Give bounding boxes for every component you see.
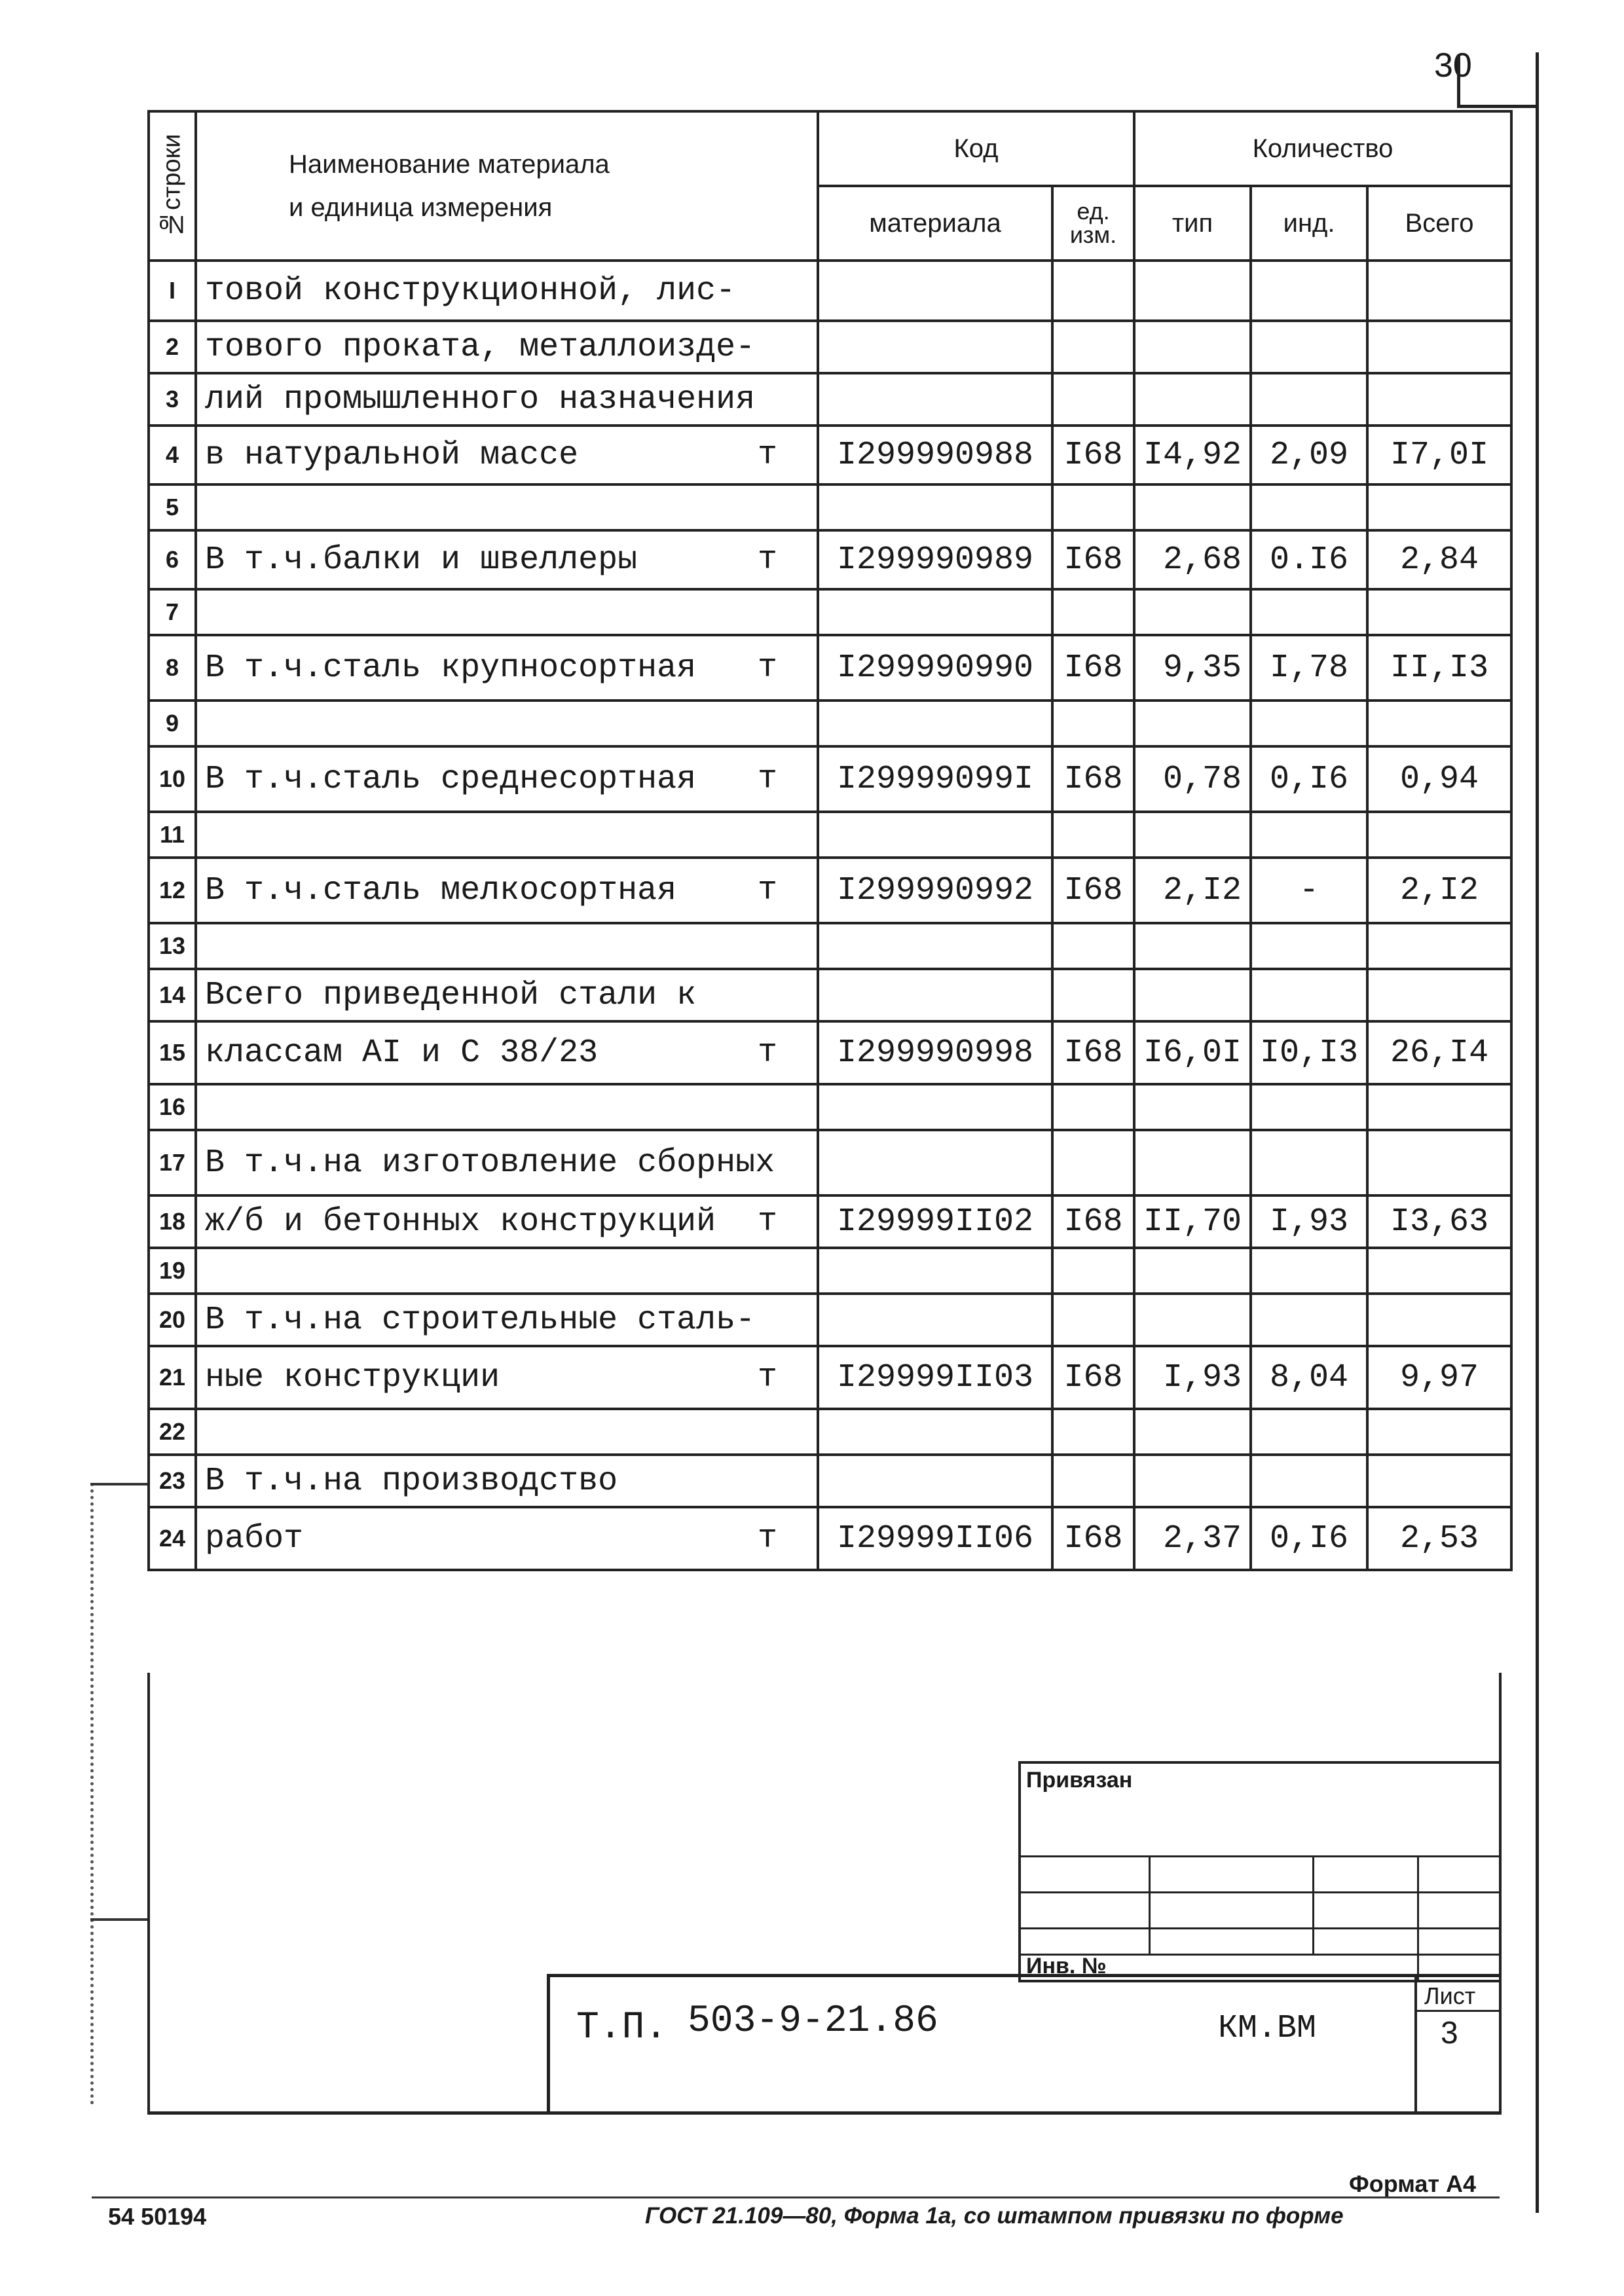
binding-margin-line	[90, 1483, 94, 2105]
qty-ind: I,78	[1251, 635, 1367, 701]
material-name-text: В т.ч.сталь среднесортная	[205, 760, 697, 798]
material-name-text: лий промышленного назначения	[205, 380, 756, 418]
project-prefix: Т.П.	[576, 2007, 668, 2049]
qty-type: 0,78	[1134, 746, 1251, 812]
material-name	[196, 1294, 818, 1346]
material-name	[196, 812, 818, 858]
row-number: 20	[149, 1294, 196, 1346]
material-code: I29999II02	[818, 1195, 1052, 1248]
binding-margin-tick	[90, 1918, 149, 1921]
project-number: 503-9-21.86	[688, 2000, 938, 2043]
material-name	[196, 1507, 818, 1570]
material-name-text: В т.ч.сталь крупносортная	[205, 649, 697, 687]
qty-type: 9,35	[1134, 635, 1251, 701]
row-number: 6	[149, 530, 196, 589]
row-number: 3	[149, 373, 196, 426]
material-name-text: В т.ч.на изготовление сборных	[205, 1144, 775, 1182]
material-code	[818, 1248, 1052, 1294]
row-number: 22	[149, 1409, 196, 1455]
qty-type: I6,0I	[1134, 1021, 1251, 1084]
qty-ind: 0,I6	[1251, 746, 1367, 812]
stamp-line	[1021, 1927, 1499, 1929]
row-number: 13	[149, 923, 196, 969]
sheet-line	[1414, 2010, 1500, 2012]
row-number: 19	[149, 1248, 196, 1294]
material-name-text: В т.ч.балки и швеллеры	[205, 541, 638, 579]
table-row	[149, 1346, 1511, 1409]
material-name-header	[196, 111, 818, 261]
unit-of-measure: т	[757, 436, 777, 474]
unit-of-measure: т	[757, 760, 777, 798]
material-code	[818, 923, 1052, 969]
table-row	[149, 969, 1511, 1021]
material-code: I299990990	[818, 635, 1052, 701]
qty-ind	[1251, 589, 1367, 635]
material-name-text: товой конструкционной, лис-	[205, 272, 736, 310]
unit-code	[1052, 1455, 1134, 1507]
qty-ind	[1251, 261, 1367, 321]
sheet-number: 3	[1441, 2016, 1458, 2050]
ind-header: инд.	[1251, 186, 1367, 261]
inventory-label: Инв. №	[1026, 1954, 1107, 1978]
qty-type	[1134, 1455, 1251, 1507]
qty-type: 2,I2	[1134, 858, 1251, 923]
table-row	[149, 1021, 1511, 1084]
material-name-header-line2: и единица измерения	[289, 193, 553, 222]
material-name	[196, 701, 818, 746]
material-name	[196, 969, 818, 1021]
material-name-header-line1: Наименование материала	[289, 150, 610, 179]
unit-of-measure: т	[757, 541, 777, 579]
qty-ind	[1251, 1130, 1367, 1195]
unit-code: I68	[1052, 858, 1134, 923]
type-header: тип	[1134, 186, 1251, 261]
table-row	[149, 426, 1511, 484]
unit-code: I68	[1052, 1507, 1134, 1570]
paper-format: Формат А4	[1349, 2170, 1477, 2197]
unit-header-line1: ед.	[1077, 198, 1110, 225]
footer-rule	[92, 2196, 1500, 2198]
material-code	[818, 701, 1052, 746]
unit-of-measure: т	[757, 1520, 777, 1558]
table-row	[149, 589, 1511, 635]
sheet-label: Лист	[1424, 1982, 1476, 2009]
unit-code	[1052, 589, 1134, 635]
material-name	[196, 1084, 818, 1130]
qty-ind	[1251, 373, 1367, 426]
stamp-line	[1021, 1855, 1499, 1857]
unit-code	[1052, 969, 1134, 1021]
table-row	[149, 1084, 1511, 1130]
qty-type: I4,92	[1134, 426, 1251, 484]
unit-code	[1052, 1248, 1134, 1294]
table-row	[149, 1294, 1511, 1346]
table-row	[149, 1455, 1511, 1507]
row-number: 5	[149, 484, 196, 530]
material-code	[818, 1409, 1052, 1455]
qty-ind: 2,09	[1251, 426, 1367, 484]
qty-ind: 0.I6	[1251, 530, 1367, 589]
material-name-text: В т.ч.сталь мелкосортная	[205, 871, 677, 909]
qty-type	[1134, 1294, 1251, 1346]
unit-header-line2: изм.	[1069, 221, 1117, 248]
material-spec-table	[147, 110, 1513, 1571]
qty-ind	[1251, 321, 1367, 373]
qty-total	[1367, 1455, 1511, 1507]
binding-stamp	[1018, 1761, 1499, 1982]
quantity-header: Количество	[1134, 111, 1511, 186]
qty-type	[1134, 812, 1251, 858]
material-name	[196, 1346, 818, 1409]
code-header: Код	[818, 111, 1134, 186]
qty-total: II,I3	[1367, 635, 1511, 701]
unit-code	[1052, 923, 1134, 969]
qty-type: 2,37	[1134, 1507, 1251, 1570]
table-row	[149, 373, 1511, 426]
row-number: 7	[149, 589, 196, 635]
qty-type: 2,68	[1134, 530, 1251, 589]
material-code	[818, 812, 1052, 858]
material-name-text: тового проката, металлоизде-	[205, 328, 756, 366]
qty-type	[1134, 969, 1251, 1021]
table-row	[149, 923, 1511, 969]
material-code-header: материала	[818, 186, 1052, 261]
material-name	[196, 426, 818, 484]
qty-ind	[1251, 1409, 1367, 1455]
unit-code: I68	[1052, 1346, 1134, 1409]
qty-ind	[1251, 812, 1367, 858]
qty-ind	[1251, 1248, 1367, 1294]
stamp-divider	[1312, 1855, 1314, 1954]
unit-code	[1052, 701, 1134, 746]
material-name-text: ные конструкции	[205, 1358, 500, 1396]
row-number: 17	[149, 1130, 196, 1195]
row-number-header: №строки	[149, 111, 196, 261]
qty-ind	[1251, 701, 1367, 746]
material-name	[196, 1455, 818, 1507]
qty-type: I,93	[1134, 1346, 1251, 1409]
row-number: 12	[149, 858, 196, 923]
row-number: 23	[149, 1455, 196, 1507]
material-code: I29999099I	[818, 746, 1052, 812]
material-name	[196, 858, 818, 923]
row-number: 2	[149, 321, 196, 373]
qty-total	[1367, 321, 1511, 373]
unit-code	[1052, 1409, 1134, 1455]
unit-of-measure: т	[757, 871, 777, 909]
unit-code: I68	[1052, 426, 1134, 484]
row-number: 15	[149, 1021, 196, 1084]
qty-type	[1134, 373, 1251, 426]
material-code	[818, 1294, 1052, 1346]
material-name	[196, 1021, 818, 1084]
unit-code: I68	[1052, 1021, 1134, 1084]
unit-code	[1052, 1130, 1134, 1195]
qty-total	[1367, 1084, 1511, 1130]
table-row	[149, 812, 1511, 858]
unit-code: I68	[1052, 1195, 1134, 1248]
unit-code: I68	[1052, 635, 1134, 701]
material-name-text: ж/б и бетонных конструкций	[205, 1203, 716, 1241]
qty-total: 2,84	[1367, 530, 1511, 589]
table-row	[149, 746, 1511, 812]
material-code: I29999II06	[818, 1507, 1052, 1570]
material-name	[196, 261, 818, 321]
material-code	[818, 969, 1052, 1021]
unit-of-measure: т	[757, 1203, 777, 1241]
table-row	[149, 858, 1511, 923]
material-name-text: Всего приведенной стали к	[205, 976, 697, 1014]
row-number: 10	[149, 746, 196, 812]
material-name	[196, 1195, 818, 1248]
qty-total: 0,94	[1367, 746, 1511, 812]
row-number: 24	[149, 1507, 196, 1570]
material-code: I299990989	[818, 530, 1052, 589]
row-number: 21	[149, 1346, 196, 1409]
qty-total	[1367, 969, 1511, 1021]
qty-total	[1367, 1248, 1511, 1294]
total-header: Всего	[1367, 186, 1511, 261]
qty-type	[1134, 1248, 1251, 1294]
qty-type	[1134, 589, 1251, 635]
material-name-text: классам AI и С 38/23	[205, 1034, 599, 1072]
stamp-line	[1021, 1891, 1499, 1893]
material-code: I299990998	[818, 1021, 1052, 1084]
unit-code	[1052, 1294, 1134, 1346]
material-code	[818, 261, 1052, 321]
unit-code	[1052, 373, 1134, 426]
row-number: 8	[149, 635, 196, 701]
qty-total: I7,0I	[1367, 426, 1511, 484]
row-number: 11	[149, 812, 196, 858]
qty-total	[1367, 923, 1511, 969]
binding-margin-tick	[90, 1483, 149, 1485]
unit-code	[1052, 321, 1134, 373]
material-code: I299990992	[818, 858, 1052, 923]
qty-total	[1367, 1130, 1511, 1195]
table-row	[149, 484, 1511, 530]
row-number: 18	[149, 1195, 196, 1248]
qty-ind: I0,I3	[1251, 1021, 1367, 1084]
table-row	[149, 1130, 1511, 1195]
unit-of-measure: т	[757, 649, 777, 687]
material-name	[196, 484, 818, 530]
material-name	[196, 923, 818, 969]
material-name	[196, 635, 818, 701]
material-code	[818, 484, 1052, 530]
bound-label: Привязан	[1026, 1768, 1133, 1793]
row-number: 14	[149, 969, 196, 1021]
unit-code	[1052, 1084, 1134, 1130]
table-row	[149, 1195, 1511, 1248]
qty-total	[1367, 1294, 1511, 1346]
table-row	[149, 321, 1511, 373]
material-name	[196, 373, 818, 426]
material-code	[818, 373, 1052, 426]
unit-code: I68	[1052, 746, 1134, 812]
qty-ind	[1251, 923, 1367, 969]
qty-total	[1367, 589, 1511, 635]
qty-total: I3,63	[1367, 1195, 1511, 1248]
qty-type	[1134, 484, 1251, 530]
qty-type	[1134, 701, 1251, 746]
qty-ind: 8,04	[1251, 1346, 1367, 1409]
qty-ind	[1251, 1294, 1367, 1346]
qty-total	[1367, 812, 1511, 858]
document-code: КМ.ВМ	[1218, 2010, 1317, 2047]
material-code: I299990988	[818, 426, 1052, 484]
page-number-box-left	[1457, 56, 1460, 108]
table-row	[149, 1507, 1511, 1570]
page-number: 30	[1434, 46, 1472, 84]
material-name-text: В т.ч.на производство	[205, 1462, 618, 1500]
qty-type	[1134, 1409, 1251, 1455]
unit-of-measure: т	[757, 1034, 777, 1072]
qty-total	[1367, 1409, 1511, 1455]
qty-ind: 0,I6	[1251, 1507, 1367, 1570]
material-name	[196, 1130, 818, 1195]
row-number: 4	[149, 426, 196, 484]
table-row	[149, 701, 1511, 746]
qty-ind	[1251, 1455, 1367, 1507]
qty-type	[1134, 1084, 1251, 1130]
page-number-box-bottom	[1457, 105, 1536, 108]
row-number: 9	[149, 701, 196, 746]
unit-header	[1052, 186, 1134, 261]
unit-code	[1052, 484, 1134, 530]
material-code	[818, 1130, 1052, 1195]
qty-total: 9,97	[1367, 1346, 1511, 1409]
archive-code: 54 50194	[108, 2203, 207, 2230]
qty-type	[1134, 1130, 1251, 1195]
qty-total	[1367, 701, 1511, 746]
material-code	[818, 1455, 1052, 1507]
qty-total: 2,53	[1367, 1507, 1511, 1570]
material-name	[196, 589, 818, 635]
table-row	[149, 635, 1511, 701]
qty-type	[1134, 321, 1251, 373]
material-name-text: В т.ч.на строительные сталь-	[205, 1301, 756, 1339]
frame-right-border	[1536, 52, 1539, 2213]
row-number: 16	[149, 1084, 196, 1130]
table-row	[149, 261, 1511, 321]
qty-ind: -	[1251, 858, 1367, 923]
qty-total	[1367, 484, 1511, 530]
material-name	[196, 321, 818, 373]
table-row	[149, 530, 1511, 589]
qty-type	[1134, 923, 1251, 969]
qty-total: 26,I4	[1367, 1021, 1511, 1084]
unit-code: I68	[1052, 530, 1134, 589]
qty-total	[1367, 261, 1511, 321]
material-code: I29999II03	[818, 1346, 1052, 1409]
qty-type: II,70	[1134, 1195, 1251, 1248]
material-code	[818, 321, 1052, 373]
title-block	[547, 1974, 1500, 2115]
material-code	[818, 589, 1052, 635]
qty-ind: I,93	[1251, 1195, 1367, 1248]
qty-ind	[1251, 969, 1367, 1021]
row-number: I	[149, 261, 196, 321]
sheet-divider	[1414, 1977, 1417, 2115]
gost-reference: ГОСТ 21.109—80, Форма 1а, со штампом привязки по форме	[645, 2203, 1344, 2229]
stamp-divider	[1149, 1855, 1151, 1954]
material-name	[196, 530, 818, 589]
qty-type	[1134, 261, 1251, 321]
qty-total: 2,I2	[1367, 858, 1511, 923]
qty-ind	[1251, 484, 1367, 530]
table-row	[149, 1409, 1511, 1455]
material-name	[196, 746, 818, 812]
unit-of-measure: т	[757, 1358, 777, 1396]
material-name-text: работ	[205, 1520, 304, 1558]
material-code	[818, 1084, 1052, 1130]
material-name	[196, 1248, 818, 1294]
qty-ind	[1251, 1084, 1367, 1130]
qty-total	[1367, 373, 1511, 426]
table-row	[149, 1248, 1511, 1294]
unit-code	[1052, 812, 1134, 858]
stamp-divider	[1417, 1855, 1419, 1980]
material-name-text: в натуральной массе	[205, 436, 579, 474]
unit-code	[1052, 261, 1134, 321]
material-name	[196, 1409, 818, 1455]
